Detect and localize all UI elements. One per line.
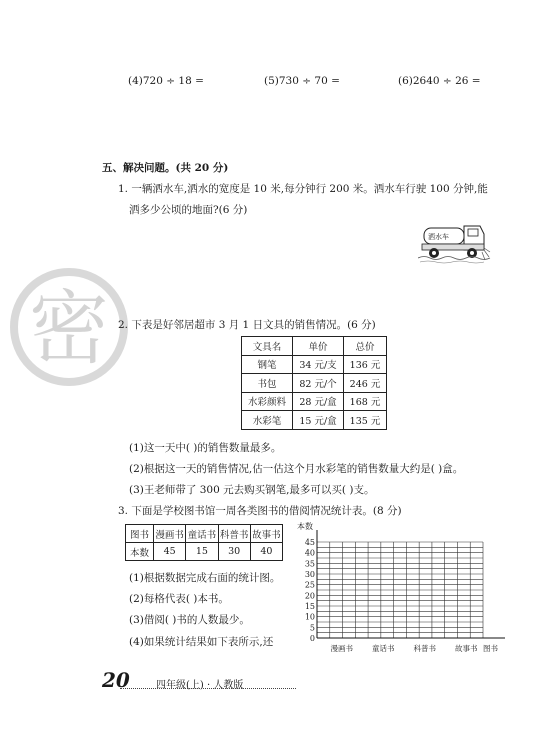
table-cell: 书包 [242,374,293,393]
table-header: 单价 [293,337,344,356]
chart-y-axis-label: 本数 [297,522,313,531]
table-cell: 136 元 [344,355,387,374]
chart-y-tick-label: 0 [309,634,315,643]
table-row [242,355,387,374]
table-cell: 246 元 [344,374,387,393]
chart-y-tick-label: 30 [304,570,315,579]
question-2-sub1: (1)这一天中( )的销售数量最多。 [129,442,282,454]
table-header-row [242,337,387,356]
chart-y-tick-label: 25 [304,580,315,590]
chart-x-axis-label: 图书 [483,644,498,653]
footer-divider [120,688,296,689]
table-cell: 钢笔 [242,355,293,374]
watermark-char: 密 [29,282,109,375]
table-cell: 168 元 [344,392,387,411]
question-3-intro: 3. 下面是学校图书馆一周各类图书的借阅情况统计表。(8 分) [118,505,402,517]
question-3-sub1: (1)根据数据完成右面的统计图。 [129,572,281,584]
table-cell: 15 元/盒 [293,411,344,430]
table-header: 漫画书 [154,525,186,543]
chart-y-tick-label: 35 [304,559,315,569]
table-header: 总价 [344,337,387,356]
chart-y-tick-label: 45 [304,538,315,547]
table-cell: 40 [250,543,282,561]
chart-x-category-label: 科普书 [413,644,436,653]
question-1-line1: 1. 一辆洒水车,洒水的宽度是 10 米,每分钟行 200 米。洒水车行驶 100 分钟,能 [118,183,488,195]
question-3-sub4: (4)如果统计结果如下表所示,还 [129,636,274,648]
problem-4: (4)720 ÷ 18 = [128,75,204,87]
book-stats-table [125,524,283,561]
question-3-sub3: (3)借阅( )书的人数最少。 [129,614,250,626]
table-cell: 本数 [126,543,154,561]
table-header-row [126,525,283,543]
question-2-sub2: (2)根据这一天的销售情况,估一估这个月水彩笔的销售数量大约是( )盒。 [129,463,464,475]
chart-y-tick-label: 15 [304,602,315,611]
chart-x-category-label: 漫画书 [330,644,353,653]
problem-5: (5)730 ÷ 70 = [264,75,340,87]
table-row [242,374,387,393]
table-row [126,543,283,561]
chart-y-tick-label: 10 [304,612,315,622]
problem-6: (6)2640 ÷ 26 = [398,75,481,87]
table-cell: 水彩颜料 [242,392,293,411]
table-header: 科普书 [218,525,250,543]
table-cell: 34 元/支 [293,355,344,374]
sprinkler-truck-illustration [418,222,492,264]
chart-x-category-label: 童话书 [372,644,395,653]
table-header: 故事书 [250,525,282,543]
table-header: 童话书 [186,525,218,543]
table-row [242,411,387,430]
table-cell: 水彩笔 [242,411,293,430]
table-cell: 135 元 [344,411,387,430]
chart-y-tick-label: 5 [309,623,315,633]
section-heading: 五、解决问题。(共 20 分) [102,162,229,174]
truck-label: 洒水车 [428,233,449,241]
sales-table [241,336,387,430]
table-header: 文具名 [242,337,293,356]
question-2-sub3: (3)王老师带了 300 元去购买钢笔,最多可以买( )支。 [129,484,375,496]
confidential-stamp-watermark [10,268,128,386]
question-2-intro: 2. 下表是好邻居超市 3 月 1 日文具的销售情况。(6 分) [118,319,376,331]
question-3-sub2: (2)每格代表( )本书。 [129,593,229,605]
chart-y-tick-label: 40 [304,548,315,558]
book-label: 四年级(上) · 人教版 [156,680,244,691]
table-cell: 82 元/个 [293,374,344,393]
table-cell: 30 [218,543,250,561]
table-cell: 15 [186,543,218,561]
chart-y-tick-label: 20 [304,591,315,601]
table-cell: 28 元/盒 [293,392,344,411]
book-borrowing-chart [293,520,511,660]
page-number: 20 [102,668,130,692]
table-row [242,392,387,411]
chart-x-category-label: 故事书 [455,644,478,653]
table-cell: 45 [154,543,186,561]
question-1-line2: 洒多少公顷的地面?(6 分) [129,204,248,216]
table-header: 图书 [126,525,154,543]
